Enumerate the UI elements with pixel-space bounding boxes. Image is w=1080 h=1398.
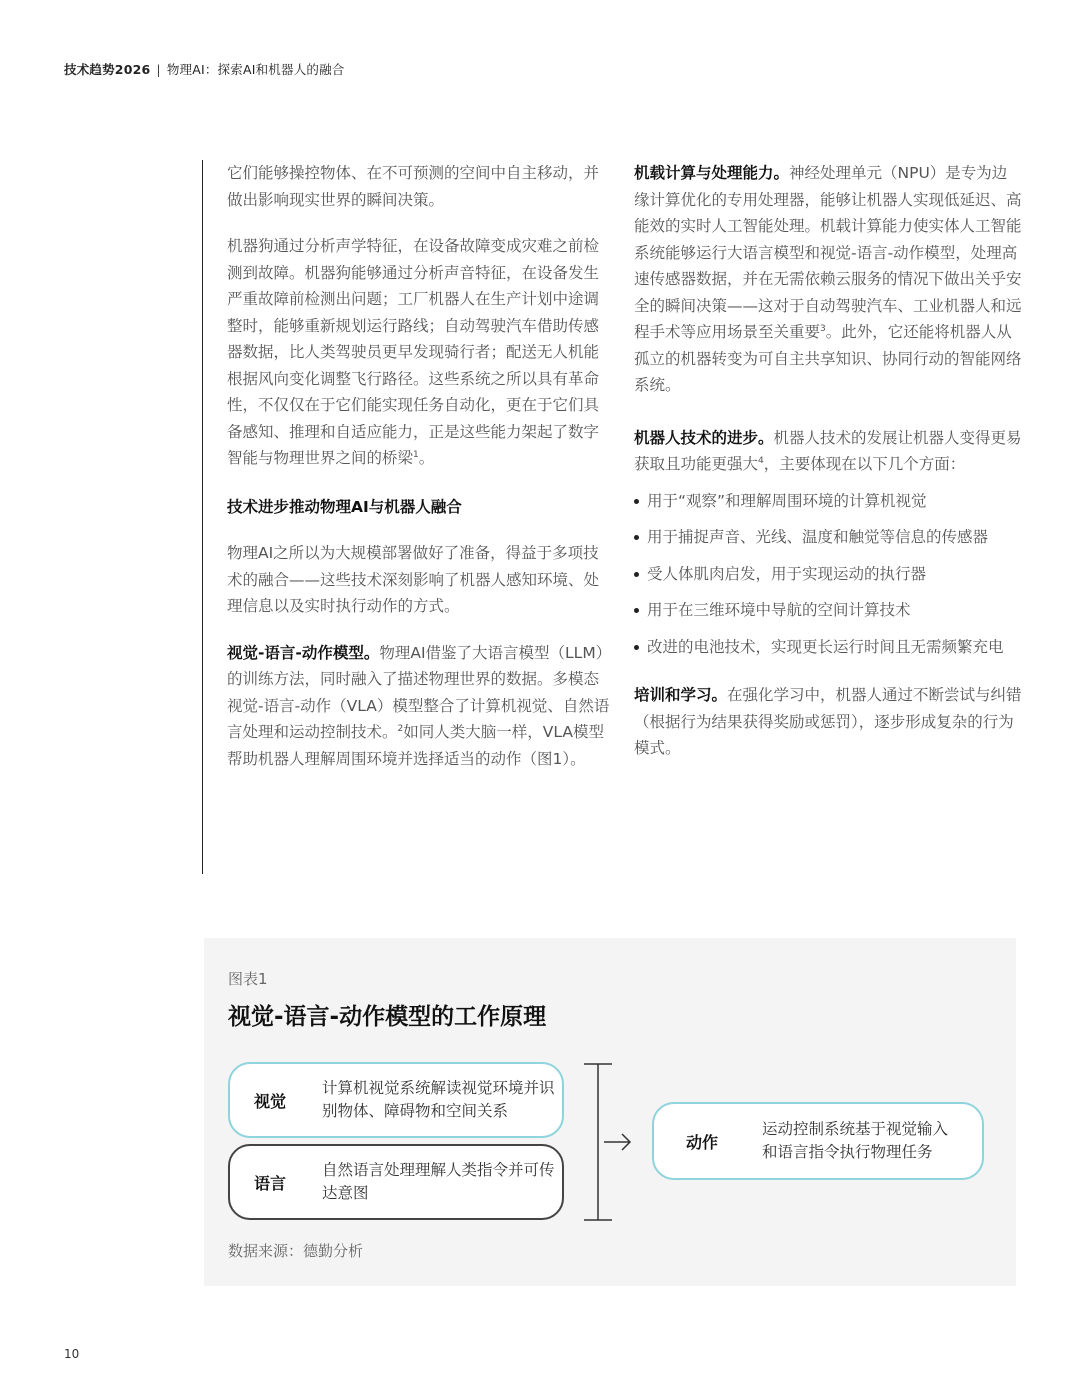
list-item: 用于捕捉声音、光线、温度和触觉等信息的传感器 [634, 524, 1022, 551]
left-paragraph-2 [227, 233, 612, 472]
action-text: 运动控制系统基于视觉输入和语言指令执行物理任务 [762, 1120, 949, 1161]
page-header [64, 60, 345, 78]
figure-label: 图表1 [228, 970, 268, 988]
right-paragraph-2 [634, 425, 1022, 478]
vision-box [228, 1062, 564, 1138]
header-separator: | [156, 62, 161, 77]
vision-text: 计算机视觉系统解读视觉环境并识别物体、障碍物和空间关系 [322, 1079, 555, 1120]
footnote-ref-1: 1 [413, 450, 419, 460]
left-paragraph-3: 物理AI之所以为大规模部署做好了准备，得益于多项技术的融合——这些技术深刻影响了机器人感知环境、处理信息以及实时执行动作的方式。 [227, 544, 600, 615]
right-column [634, 160, 1022, 762]
arrow-right-icon [604, 1134, 630, 1150]
language-text: 自然语言处理理解人类指令并可传达意图 [322, 1161, 555, 1202]
left-paragraph-2-end: 。 [418, 449, 435, 467]
header-title: 物理AI：探索AI和机器人的融合 [166, 62, 345, 77]
language-box [228, 1144, 564, 1220]
list-item: 用于在三维环境中导航的空间计算技术 [634, 597, 1022, 624]
figure-1 [204, 938, 1016, 1286]
vla-text: 物理AI借鉴了大语言模型（LLM）的训练方法，同时融入了描述物理世界的数据。多模态视觉-语言-动作（VLA）模型整合了计算机视觉、自然语言处理和运动控制技术。 [227, 643, 612, 741]
right-paragraph-1 [634, 160, 1022, 399]
action-label: 动作 [685, 1132, 718, 1152]
onboard-tail: 。此外，它还能将机器人从孤立的机器转变为可自主共享知识、协同行动的智能网络系统。 [634, 323, 1022, 394]
robotics-tail: ，主要体现在以下几个方面： [763, 455, 966, 473]
onboard-text: 神经处理单元（NPU）是专为边缘计算优化的专用处理器，能够让机器人实现低延迟、高能效的实时人工智能处理。机载计算能力使实体人工智能系统能够运行大语言模型和视觉-语言-动作模型，处理高速传感器数据，并在无需依赖云服务的情况下做出关乎安全的瞬间决策——这对于自动驾驶汽车、工业机器人和远程手术等应用场景至关重要 [634, 164, 1022, 341]
vision-label: 视觉 [253, 1091, 286, 1111]
figure-title: 视觉-语言-动作模型的工作原理 [228, 1004, 547, 1030]
language-label: 语言 [253, 1173, 286, 1193]
merge-bracket [580, 1062, 636, 1222]
footnote-ref-2: 2 [397, 724, 404, 734]
section-heading: 技术进步推动物理AI与机器人融合 [227, 497, 462, 516]
left-paragraph-2-text: 机器狗通过分析声学特征，在设备故障变成灾难之前检测到故障。机器狗能够通过分析声音特征，在设备发生严重故障前检测出问题；工厂机器人在生产计划中途调整时，能够重新规划运行路线；自动驾驶汽车借助传感器数据，比人类驾驶员更早发现骑行者；配送无人机能根据风向变化调整飞行路径。这些系统之所以具有革命性，不仅仅在于它们能实现任务自动化，更在于它们具备感知、推理和自适应能力，正是这些能力架起了数字智能与物理世界之间的桥梁 [227, 237, 600, 467]
training-text: 在强化学习中，机器人通过不断尝试与纠错（根据行为结果获得奖励或惩罚），逐步形成复杂的行为模式。 [634, 686, 1022, 757]
footnote-ref-3: 3 [820, 324, 826, 334]
onboard-lead: 机载计算与处理能力。 [634, 164, 790, 182]
left-paragraph-4 [227, 640, 612, 773]
figure-source: 数据来源：德勤分析 [228, 1242, 364, 1260]
action-box [652, 1102, 984, 1180]
vla-lead: 视觉-语言-动作模型。 [227, 643, 380, 662]
robotics-text: 机器人技术的发展让机器人变得更易获取且功能更强大 [634, 428, 1022, 473]
page-number: 10 [64, 1347, 80, 1361]
robotics-list [634, 488, 1022, 661]
robotics-lead: 机器人技术的进步。 [634, 428, 774, 447]
left-paragraph-1: 它们能够操控物体、在不可预测的空间中自主移动，并做出影响现实世界的瞬间决策。 [227, 164, 600, 209]
training-lead: 培训和学习。 [634, 686, 728, 704]
list-item: 用于“观察”和理解周围环境的计算机视觉 [634, 488, 1022, 515]
column-divider [202, 160, 203, 874]
header-series: 技术趋势2026 [64, 62, 151, 77]
list-item: 改进的电池技术，实现更长运行时间且无需频繁充电 [634, 634, 1022, 661]
right-paragraph-3 [634, 682, 1022, 762]
vla-tail: 如同人类大脑一样，VLA模型帮助机器人理解周围环境并选择适当的动作（图1）。 [227, 723, 604, 768]
list-item: 受人体肌肉启发，用于实现运动的执行器 [634, 561, 1022, 588]
left-column [227, 160, 612, 772]
footnote-ref-4: 4 [758, 456, 764, 466]
